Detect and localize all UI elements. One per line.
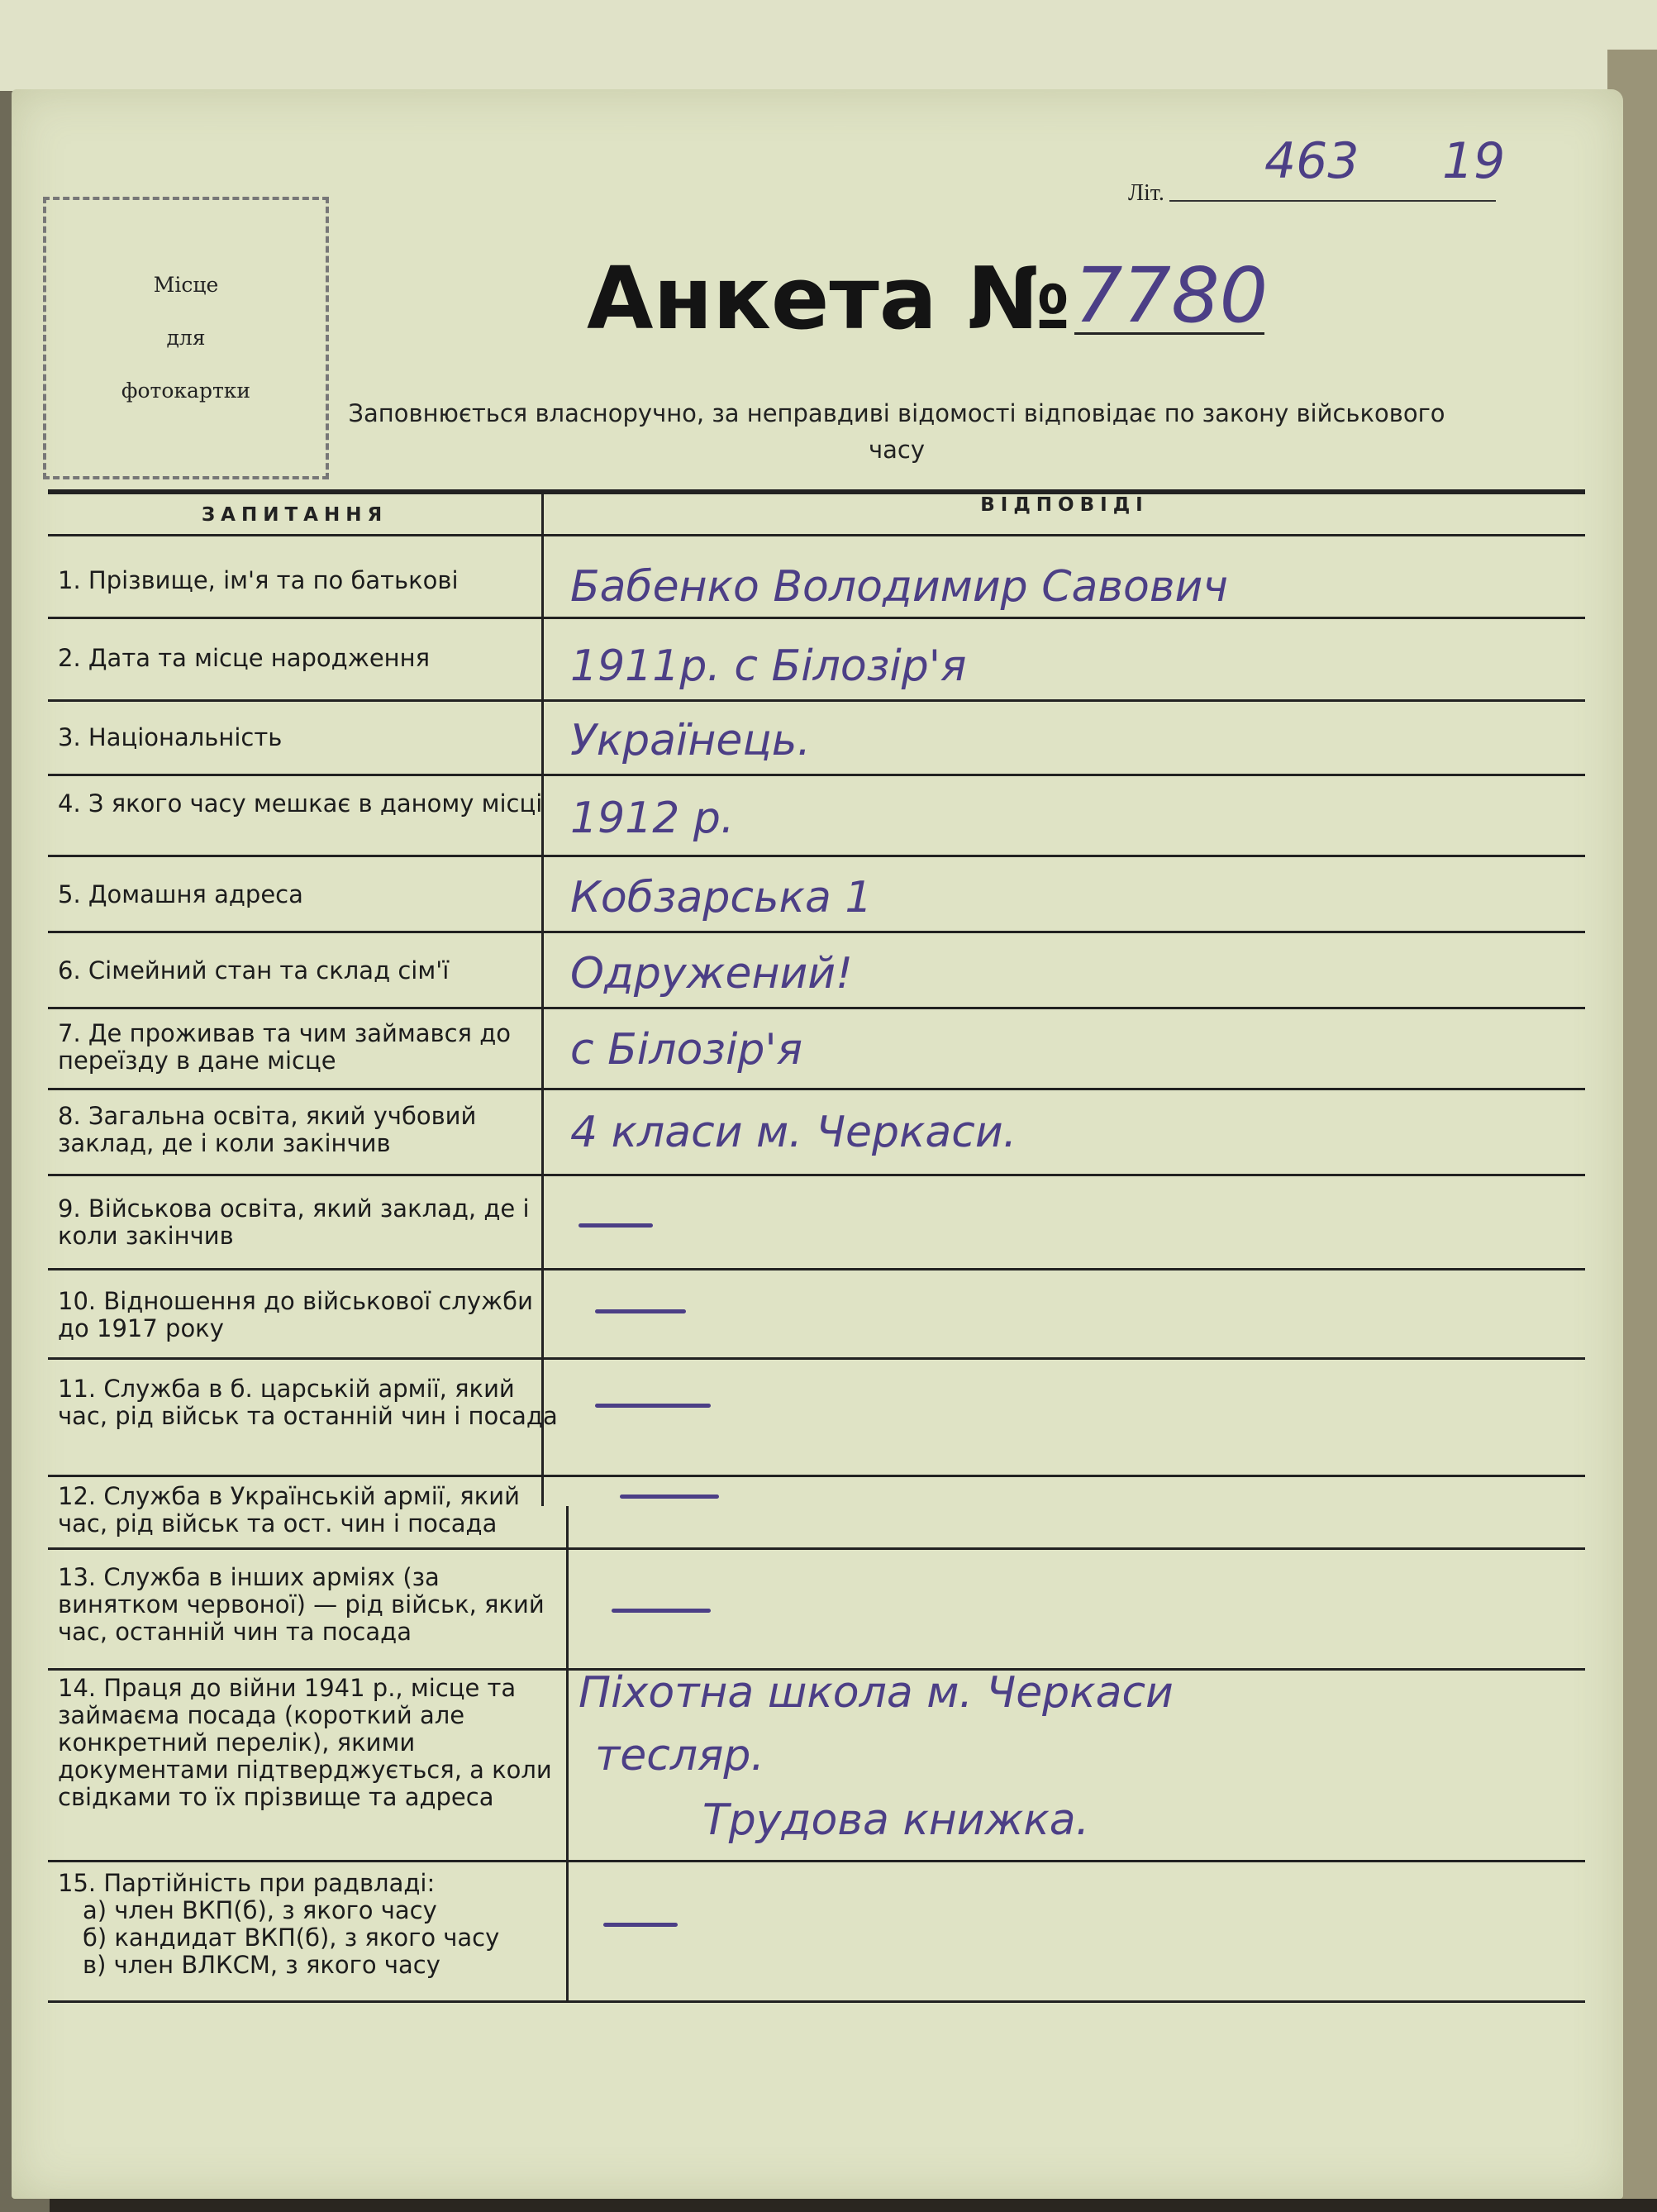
question-7: 7. Де проживав та чим займався до переїзду в дане місце (58, 1019, 511, 1075)
answer-4: 1912 р. (570, 794, 735, 843)
lit-number: 463 (1264, 132, 1359, 190)
column-divider-lower (566, 1506, 569, 2002)
row-separator (48, 1088, 1585, 1090)
photo-label-3: фотокартки (121, 379, 251, 403)
photo-label-2: для (166, 326, 206, 350)
row-separator (48, 699, 1585, 702)
photo-label-1: Місце (153, 273, 219, 297)
answer-9-dash (579, 1223, 653, 1228)
answer-15-dash (603, 1923, 678, 1927)
sheet-number: 19 (1442, 132, 1506, 190)
lit-underline (1169, 200, 1496, 202)
row-separator (48, 855, 1585, 857)
answer-11-dash (595, 1404, 711, 1408)
answer-14: Піхотна школа м. Черкаси (579, 1668, 1174, 1718)
column-answers: ВІДПОВІДІ (980, 494, 1149, 516)
question-15-a: а) член ВКП(б), з якого часу (83, 1896, 437, 1924)
question-1: 1. Прізвище, ім'я та по батькові (58, 566, 459, 594)
form-number: 7780 (1074, 251, 1269, 340)
row-separator (48, 1174, 1585, 1176)
photo-placeholder (43, 197, 329, 479)
question-2: 2. Дата та місце народження (58, 644, 431, 672)
form-title: Анкета № (587, 248, 1071, 349)
row-separator (48, 931, 1585, 933)
question-14: 14. Праця до війни 1941 р., місце та займаєма посада (короткий але конкретний перелік), якими документами підтверджується, а коли свідками то їх прізвище та адреса (58, 1674, 552, 1811)
question-10: 10. Відношення до військової служби до 1917 року (58, 1287, 533, 1342)
top-background (0, 0, 1657, 91)
row-separator (48, 1547, 1585, 1550)
row-separator (48, 1007, 1585, 1009)
question-12: 12. Служба в Українській армії, який час, рід військ та ост. чин і посада (58, 1482, 520, 1537)
row-separator (48, 1475, 1585, 1477)
row-separator (48, 1268, 1585, 1270)
answer-5: Кобзарська 1 (570, 873, 873, 922)
row-separator (48, 617, 1585, 619)
question-4: 4. З якого часу мешкає в даному місці (58, 789, 543, 818)
answer-3: Українець. (570, 716, 811, 765)
answer-7: с Білозір'я (570, 1025, 802, 1075)
row-separator (48, 1357, 1585, 1360)
lit-label: Літ. (1128, 180, 1164, 206)
answer-10-dash (595, 1309, 686, 1313)
answer-14-line3: Трудова книжка. (702, 1795, 1090, 1845)
question-15-b: б) кандидат ВКП(б), з якого часу (83, 1924, 500, 1952)
answer-8: 4 класи м. Черкаси. (570, 1108, 1017, 1157)
form-number-underline (1074, 332, 1264, 335)
answer-13-dash (612, 1609, 711, 1613)
question-11: 11. Служба в б. царській армії, який час, рід військ та останній чин і посада (58, 1375, 558, 1430)
row-separator (48, 774, 1585, 776)
question-15 (58, 1870, 566, 1979)
form-subtitle: Заповнюється власноручно, за неправдиві відомості відповідає по закону військового часу (348, 399, 1445, 464)
question-8: 8. Загальна освіта, який учбовий заклад, де і коли закінчив (58, 1102, 477, 1157)
column-questions: ЗАПИТАННЯ (201, 504, 388, 526)
question-6: 6. Сімейний стан та склад сім'ї (58, 956, 450, 984)
answer-1: Бабенко Володимир Савович (570, 562, 1228, 612)
row-separator (48, 1860, 1585, 1862)
answer-12-dash (620, 1495, 719, 1499)
question-9: 9. Військова освіта, який заклад, де і коли закінчив (58, 1194, 530, 1250)
question-5: 5. Домашня адреса (58, 880, 303, 908)
question-13: 13. Служба в інших арміях (за винятком червоної) — рід військ, який час, останній чин та посада (58, 1563, 545, 1646)
question-3: 3. Національність (58, 723, 283, 751)
question-15-c: в) член ВЛКСМ, з якого часу (83, 1951, 440, 1979)
table-bottom-rule (48, 2000, 1585, 2003)
question-15-title: 15. Партійність при радвладі: (58, 1869, 436, 1897)
answer-6: Одружений! (570, 949, 853, 999)
answer-2: 1911р. с Білозір'я (570, 641, 967, 691)
header-rule (48, 534, 1585, 536)
answer-14-line2: тесляр. (595, 1731, 764, 1781)
